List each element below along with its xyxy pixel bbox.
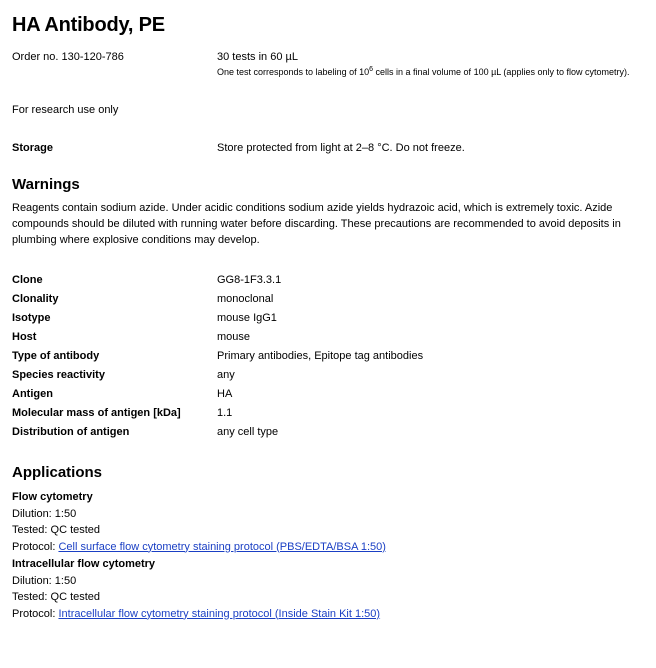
spec-key: Type of antibody <box>12 350 100 363</box>
pack-size-block <box>217 51 646 78</box>
research-use-text: For research use only <box>12 104 119 117</box>
spec-key: Species reactivity <box>12 369 105 382</box>
application-tested: Tested: QC tested <box>12 524 101 537</box>
application-flow-cytometry <box>12 489 646 555</box>
spacer-2 <box>12 118 646 142</box>
pack-size-note-exponent: 6 <box>369 66 374 73</box>
table-row <box>12 366 646 385</box>
spec-value: monoclonal <box>217 293 274 306</box>
application-protocol-label: Protocol: <box>12 540 59 553</box>
table-row <box>12 271 646 290</box>
table-row <box>12 423 646 442</box>
application-dilution: Dilution: 1:50 <box>12 574 77 587</box>
spec-value: mouse IgG1 <box>217 312 277 325</box>
table-row <box>12 328 646 347</box>
storage-label: Storage <box>12 142 53 155</box>
spacer-1 <box>12 80 646 104</box>
application-protocol-row <box>12 606 646 623</box>
spec-key: Clone <box>12 274 43 287</box>
application-name: Intracellular flow cytometry <box>12 558 156 571</box>
protocol-link[interactable]: Cell surface flow cytometry staining protocol (PBS/EDTA/BSA 1:50) <box>58 540 386 553</box>
table-row <box>12 404 646 423</box>
pack-size-note-main: One test corresponds to labeling of 10 <box>217 67 370 77</box>
spec-key: Isotype <box>12 312 51 325</box>
research-use-row <box>12 104 646 116</box>
spec-value: Primary antibodies, Epitope tag antibodies <box>217 350 424 363</box>
spec-value: HA <box>217 388 233 401</box>
spec-key: Molecular mass of antigen [kDa] <box>12 407 181 420</box>
pack-size-note-tail: cells in a final volume of 100 µL (applies only to flow cytometry). <box>373 67 630 77</box>
application-protocol-row <box>12 539 646 556</box>
spec-value: 1.1 <box>217 407 233 420</box>
application-protocol-label: Protocol: <box>12 607 59 620</box>
table-row <box>12 290 646 309</box>
specifications-table <box>12 271 646 442</box>
spec-key: Antigen <box>12 388 53 401</box>
spec-key: Clonality <box>12 293 59 306</box>
order-row <box>12 51 646 78</box>
applications-heading: Applications <box>12 464 103 482</box>
warnings-text: Reagents contain sodium azide. Under acidic conditions sodium azide yields hydrazoic acid, which is extremely toxic. Azide compounds should be diluted with running water before discarding. These precautions are recommended to avoid deposits in plumbing where explosive conditions may develop. <box>12 202 621 247</box>
spec-value: any <box>217 369 235 382</box>
spacer-3 <box>12 249 646 267</box>
spec-key: Distribution of antigen <box>12 426 130 439</box>
storage-row <box>12 142 646 154</box>
protocol-link[interactable]: Intracellular flow cytometry staining protocol (Inside Stain Kit 1:50) <box>58 607 381 620</box>
pack-size: 30 tests in 60 µL <box>217 51 298 63</box>
application-name: Flow cytometry <box>12 491 93 504</box>
warnings-heading: Warnings <box>12 176 80 194</box>
spec-value: any cell type <box>217 426 279 439</box>
storage-value: Store protected from light at 2–8 °C. Do not freeze. <box>217 142 465 155</box>
spec-value: GG8-1F3.3.1 <box>217 274 282 287</box>
order-number: Order no. 130-120-786 <box>12 51 124 63</box>
table-row <box>12 347 646 366</box>
application-intracellular-flow-cytometry <box>12 556 646 622</box>
page-title: HA Antibody, PE <box>12 14 165 36</box>
application-dilution: Dilution: 1:50 <box>12 507 77 520</box>
table-row <box>12 309 646 328</box>
application-tested: Tested: QC tested <box>12 591 101 604</box>
table-row <box>12 385 646 404</box>
spec-value: mouse <box>217 331 251 344</box>
pack-size-note <box>217 66 646 78</box>
spec-key: Host <box>12 331 37 344</box>
